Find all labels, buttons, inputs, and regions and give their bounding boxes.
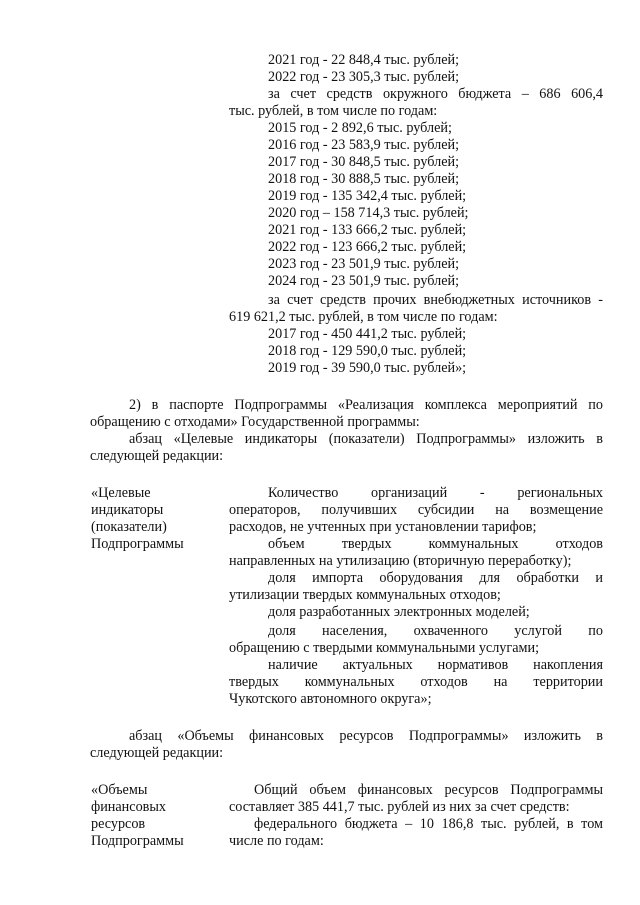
paragraph-line: обращению с отходами» Государственной программы:: [90, 414, 420, 430]
section-label: Подпрограммы: [91, 536, 184, 552]
text-line: 2017 год - 450 441,2 тыс. рублей;: [268, 326, 467, 342]
indicator-line: твердых коммунальных отходов на территории: [229, 674, 603, 690]
text-line: 2021 год - 22 848,4 тыс. рублей;: [268, 52, 460, 68]
indicator-line: Чукотского автономного округа»;: [229, 691, 432, 707]
text-line: за счет средств окружного бюджета – 686 606,4: [268, 86, 603, 102]
text-line: 619 621,2 тыс. рублей, в том числе по годам:: [229, 309, 498, 325]
indicator-line: обращению с твердыми коммунальными услугами;: [229, 640, 540, 656]
indicator-line: утилизации твердых коммунальных отходов;: [229, 587, 501, 603]
indicator-line: доля импорта оборудования для обработки и: [268, 570, 603, 586]
finance-line: Общий объем финансовых ресурсов Подпрограммы: [254, 782, 603, 798]
paragraph-line: абзац «Объемы финансовых ресурсов Подпрограммы» изложить в: [129, 728, 603, 744]
indicator-line: доля населения, охваченного услугой по: [268, 623, 603, 639]
section-label: финансовых: [91, 799, 166, 815]
section-label: индикаторы: [91, 502, 164, 518]
finance-line: составляет 385 441,7 тыс. рублей из них за счет средств:: [229, 799, 570, 815]
text-line: за счет средств прочих внебюджетных источников -: [268, 292, 603, 308]
indicator-line: доля разработанных электронных моделей;: [268, 604, 530, 620]
text-line: 2022 год - 23 305,3 тыс. рублей;: [268, 69, 460, 85]
text-line: тыс. рублей, в том числе по годам:: [229, 103, 438, 119]
text-line: 2015 год - 2 892,6 тыс. рублей;: [268, 120, 452, 136]
paragraph-line: 2) в паспорте Подпрограммы «Реализация комплекса мероприятий по: [129, 397, 603, 413]
section-label: (показатели): [91, 519, 167, 535]
text-line: 2016 год - 23 583,9 тыс. рублей;: [268, 137, 460, 153]
paragraph-line: следующей редакции:: [90, 745, 224, 761]
text-line: 2018 год - 30 888,5 тыс. рублей;: [268, 171, 460, 187]
indicator-line: объем твердых коммунальных отходов: [268, 536, 603, 552]
text-line: 2018 год - 129 590,0 тыс. рублей;: [268, 343, 467, 359]
indicator-line: наличие актуальных нормативов накопления: [268, 657, 603, 673]
text-line: 2019 год - 135 342,4 тыс. рублей;: [268, 188, 467, 204]
text-line: 2021 год - 133 666,2 тыс. рублей;: [268, 222, 467, 238]
section-label: ресурсов: [91, 816, 146, 832]
paragraph-line: следующей редакции:: [90, 448, 224, 464]
text-line: 2022 год - 123 666,2 тыс. рублей;: [268, 239, 467, 255]
indicator-line: расходов, не учтенных при установлении тарифов;: [229, 519, 537, 535]
section-label: «Целевые: [91, 485, 151, 501]
indicator-line: Количество организаций - региональных: [268, 485, 603, 501]
finance-line: числе по годам:: [229, 833, 324, 849]
section-label: Подпрограммы: [91, 833, 184, 849]
indicator-line: направленных на утилизацию (вторичную переработку);: [229, 553, 572, 569]
text-line: 2017 год - 30 848,5 тыс. рублей;: [268, 154, 460, 170]
text-line: 2019 год - 39 590,0 тыс. рублей»;: [268, 360, 467, 376]
text-line: 2023 год - 23 501,9 тыс. рублей;: [268, 256, 460, 272]
section-label: «Объемы: [91, 782, 148, 798]
text-line: 2024 год - 23 501,9 тыс. рублей;: [268, 273, 460, 289]
paragraph-line: абзац «Целевые индикаторы (показатели) Подпрограммы» изложить в: [129, 431, 603, 447]
indicator-line: операторов, получивших субсидии на возмещение: [229, 502, 603, 518]
finance-line: федерального бюджета – 10 186,8 тыс. рублей, в том: [254, 816, 603, 832]
text-line: 2020 год – 158 714,3 тыс. рублей;: [268, 205, 469, 221]
